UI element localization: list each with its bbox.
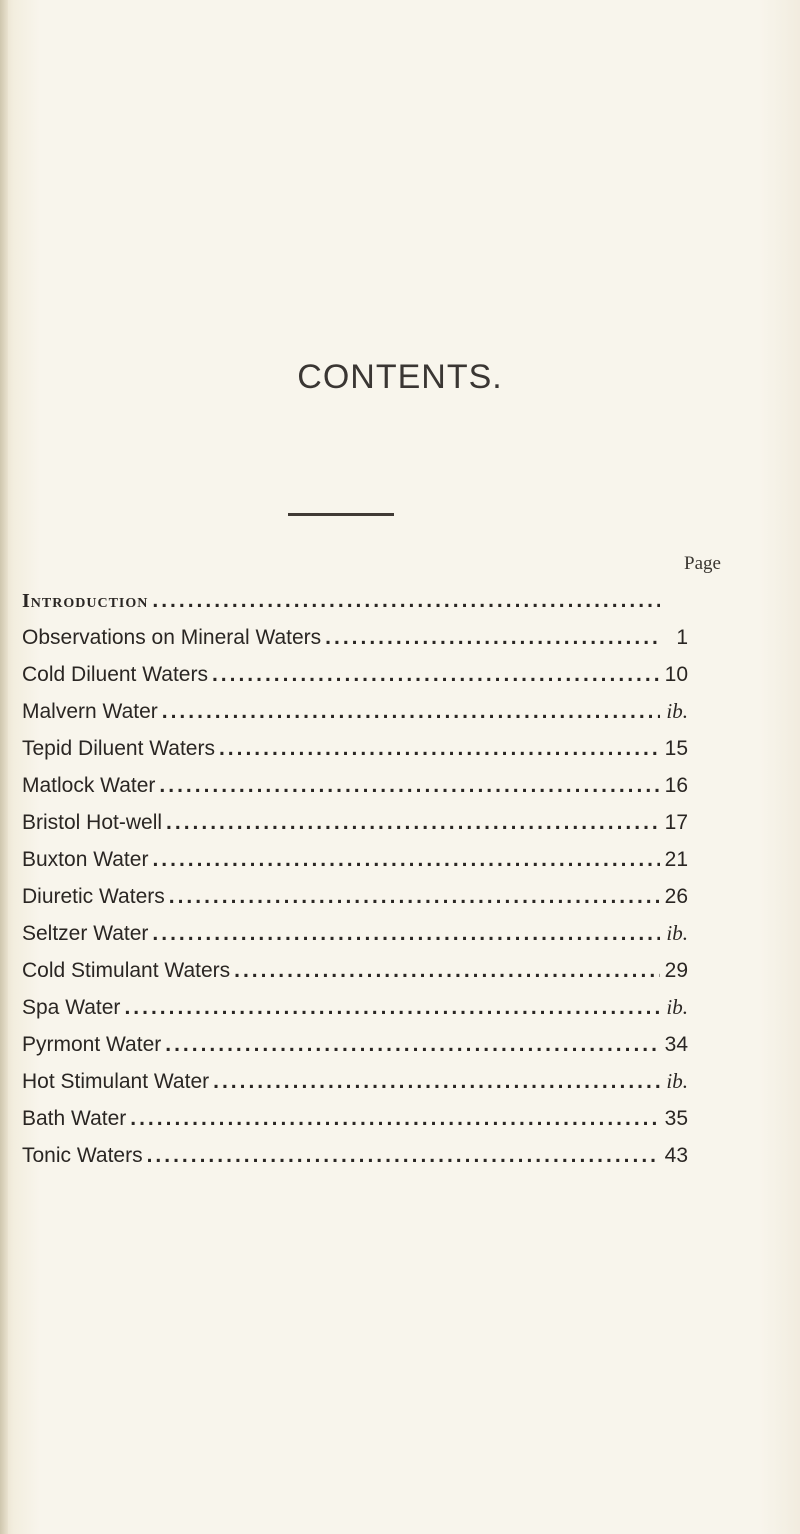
toc-entry <box>22 730 688 767</box>
toc-entry-label: Seltzer Water <box>22 922 149 945</box>
toc-entry <box>22 619 688 656</box>
toc-entry <box>22 878 688 915</box>
toc-entry-label: Matlock Water <box>22 774 156 797</box>
toc-entry-label: Pyrmont Water <box>22 1033 162 1056</box>
dot-leader <box>152 582 660 619</box>
toc-entry-label: Cold Stimulant Waters <box>22 959 231 982</box>
toc-entry <box>22 1063 688 1100</box>
toc-entry-page: ib. <box>666 1069 688 1093</box>
toc-entry-page: 35 <box>664 1107 688 1130</box>
dot-leader <box>165 1026 660 1063</box>
dot-leader <box>162 693 660 730</box>
toc-entry-page: 21 <box>664 848 688 871</box>
dot-leader <box>159 767 660 804</box>
toc-entry <box>22 989 688 1026</box>
toc-entry-page: 16 <box>664 774 688 797</box>
dot-leader <box>234 952 660 989</box>
toc-entry <box>22 1026 688 1063</box>
page-column-heading: Page <box>684 553 721 574</box>
toc-entry-label: Spa Water <box>22 996 121 1019</box>
dot-leader <box>169 878 660 915</box>
toc-entry-label: Introduction <box>22 590 149 612</box>
page-title: CONTENTS. <box>297 358 503 396</box>
toc-entry-page: 29 <box>664 959 688 982</box>
dot-leader <box>219 730 660 767</box>
toc-entry-page: 26 <box>664 885 688 908</box>
toc-entry-page: 17 <box>664 811 688 834</box>
toc-entry <box>22 693 688 730</box>
toc-entry-page: 10 <box>664 663 688 686</box>
toc-entry-label: Diuretic Waters <box>22 885 165 908</box>
toc-entry-page: 34 <box>664 1033 688 1056</box>
toc-entry-label: Bath Water <box>22 1107 127 1130</box>
toc-entry <box>22 1137 688 1174</box>
toc-entry-page: ib. <box>666 995 688 1019</box>
toc-entry <box>22 767 688 804</box>
toc-entry <box>22 1100 688 1137</box>
toc-entry-label: Tepid Diluent Waters <box>22 737 215 760</box>
dot-leader <box>152 841 660 878</box>
toc-entry <box>22 841 688 878</box>
toc-entry-label: Tonic Waters <box>22 1144 143 1167</box>
table-of-contents <box>22 582 688 1174</box>
toc-entry <box>22 582 688 619</box>
dot-leader <box>124 989 660 1026</box>
toc-entry <box>22 656 688 693</box>
toc-entry-page: ib. <box>666 699 688 723</box>
toc-entry-label: Malvern Water <box>22 700 158 723</box>
toc-entry-label: Bristol Hot-well <box>22 811 163 834</box>
dot-leader <box>166 804 660 841</box>
dot-leader <box>325 619 660 656</box>
title-rule <box>288 513 394 516</box>
dot-leader <box>130 1100 660 1137</box>
dot-leader <box>212 656 660 693</box>
toc-entry-label: Observations on Mineral Waters <box>22 626 322 649</box>
toc-entry-page: ib. <box>666 921 688 945</box>
dot-leader <box>152 915 660 952</box>
dot-leader <box>213 1063 660 1100</box>
toc-entry-label: Cold Diluent Waters <box>22 663 208 686</box>
toc-entry <box>22 915 688 952</box>
toc-entry-page: 43 <box>664 1144 688 1167</box>
toc-entry-page: 15 <box>664 737 688 760</box>
binding-edge <box>0 0 8 1534</box>
toc-entry-label: Buxton Water <box>22 848 149 871</box>
toc-entry <box>22 952 688 989</box>
toc-entry-page: 1 <box>676 626 688 649</box>
toc-entry-label: Hot Stimulant Water <box>22 1070 210 1093</box>
toc-entry <box>22 804 688 841</box>
dot-leader <box>147 1137 660 1174</box>
